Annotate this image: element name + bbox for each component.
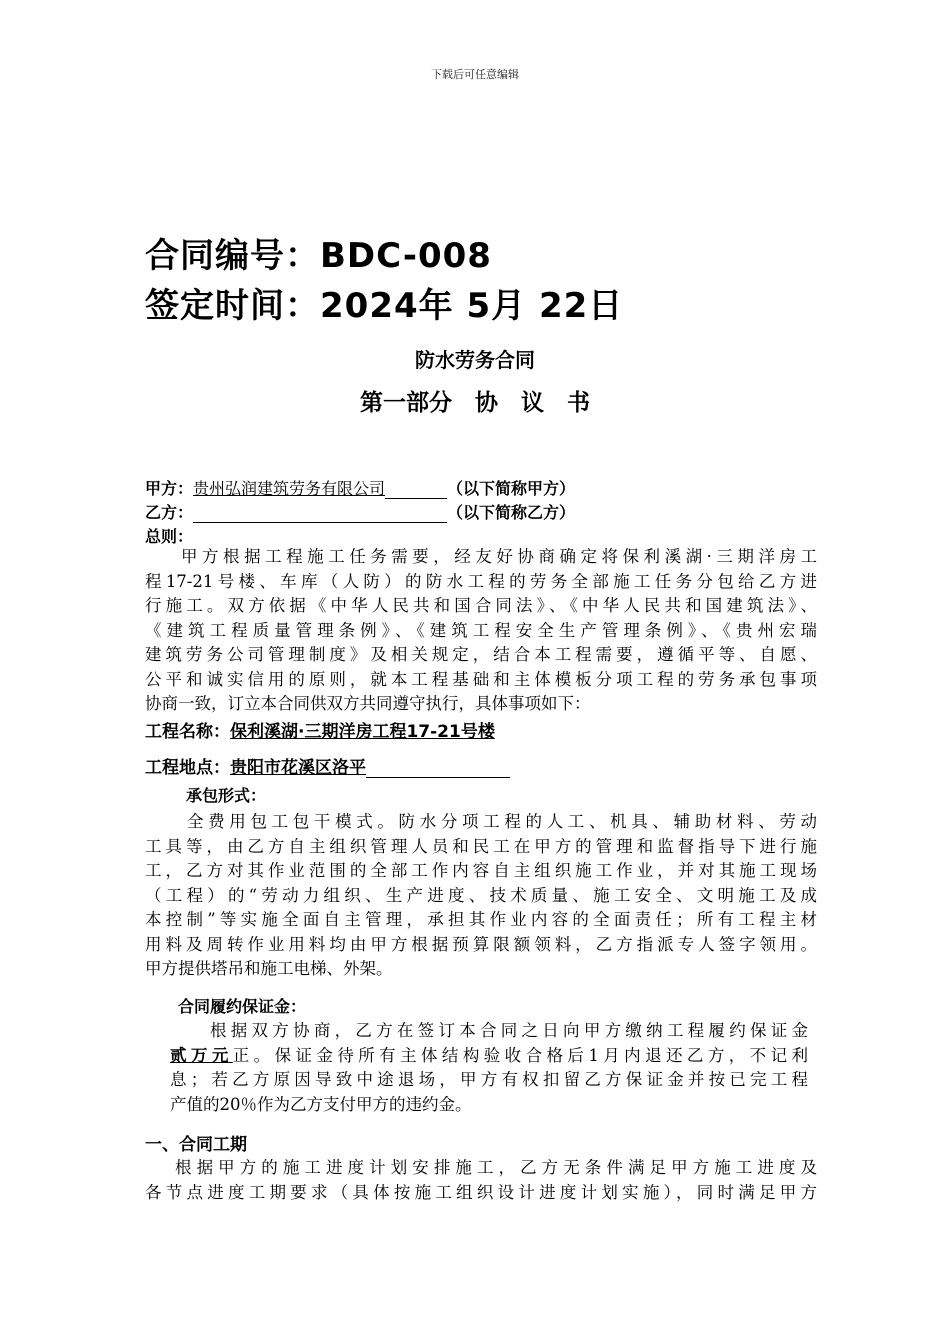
general-label: 总则：	[145, 527, 194, 546]
project-name-row	[145, 717, 495, 742]
party-a-value: 贵州弘润建筑劳务有限公司	[193, 479, 386, 498]
paragraph-line: 各节点进度工期要求（具体按施工组织设计进度计划实施），同时满足甲方	[145, 1182, 817, 1202]
contract-form-paragraph	[145, 810, 817, 982]
section-1-title: 一、合同工期	[145, 1135, 247, 1155]
party-b-row	[145, 500, 575, 523]
party-a-label: 甲方：	[145, 479, 194, 498]
party-a-underline	[385, 480, 447, 499]
paragraph-line: 行施工。双方依据《中华人民共和国合同法》、《中华人民共和国建筑法》、	[145, 596, 817, 615]
paragraph-line: 《建筑工程质量管理条例》、《建筑工程安全生产管理条例》、《贵州宏瑞	[145, 620, 817, 640]
paragraph-line: 工具等，由乙方自主组织管理人员和民工在甲方的管理和监督指导下进行施	[145, 836, 817, 856]
paragraph-line: 贰万元正。保证金待所有主体结构验收合格后1月内退还乙方，不记利	[170, 1045, 808, 1065]
party-b-label: 乙方：	[145, 503, 194, 522]
party-a-row	[145, 476, 575, 499]
paragraph-line: 用料及周转作业用料均由甲方根据预算限额领料，乙方指派专人签字领用。	[145, 934, 817, 954]
project-name-value: 保利溪湖·三期洋房工程17-21号楼	[230, 722, 495, 742]
project-name-label: 工程名称：	[145, 722, 230, 742]
paragraph-line: 本控制”等实施全面自主管理，承担其作业内容的全面责任；所有工程主材	[145, 910, 817, 929]
part-title: 第一部分 协 议 书	[360, 390, 590, 416]
paragraph-line: 协商一致，订立本合同供双方共同遵守执行，具体事项如下：	[145, 694, 591, 713]
deposit-paragraph	[170, 1019, 808, 1117]
contract-number-line: 合同编号：BDC-008	[145, 236, 492, 276]
project-site-underline	[366, 759, 510, 778]
project-site-row	[145, 753, 510, 778]
paragraph-line: 工，乙方对其作业范围的全部工作内容自主组织施工作业，并对其施工现场	[145, 861, 817, 880]
paragraph-line: 公平和诚实信用的原则，就本工程基础和主体模板分项工程的劳务承包事项	[145, 669, 817, 689]
paragraph-line: 甲方根据工程施工任务需要，经友好协商确定将保利溪湖·三期洋房工	[181, 547, 817, 566]
document-title: 防水劳务合同	[415, 348, 535, 372]
header-note: 下载后可任意编辑	[431, 68, 519, 81]
deposit-amount: 贰万元	[170, 1045, 233, 1065]
paragraph-line: 全费用包工包干模式。防水分项工程的人工、机具、辅助材料、劳动	[187, 812, 817, 831]
section-1-paragraph	[145, 1156, 817, 1205]
contract-form-label: 承包形式：	[186, 786, 267, 805]
signing-date-line: 签定时间：2024年 5月 22日	[145, 286, 624, 326]
paragraph-line: 甲方提供塔吊和施工电梯、外架。	[145, 959, 393, 978]
project-site-value: 贵阳市花溪区洛平	[230, 758, 366, 778]
general-paragraph	[145, 545, 817, 717]
project-site-label: 工程地点：	[145, 758, 230, 778]
paragraph-line: （工程）的“劳动力组织、生产进度、技术质量、施工安全、文明施工及成	[145, 885, 817, 905]
paragraph-line: 息；若乙方原因导致中途退场，甲方有权扣留乙方保证金并按已完工程	[170, 1070, 808, 1089]
paragraph-line: 程17-21号楼、车库（人防）的防水工程的劳务全部施工任务分包给乙方进	[145, 571, 817, 591]
party-b-blank	[193, 504, 447, 523]
deposit-label: 合同履约保证金：	[178, 997, 307, 1016]
paragraph-line: 产值的20％作为乙方支付甲方的违约金。	[170, 1094, 472, 1114]
party-b-suffix: （以下简称乙方）	[447, 503, 576, 522]
party-a-suffix: （以下简称甲方）	[447, 479, 576, 498]
paragraph-line: 根据甲方的施工进度计划安排施工，乙方无条件满足甲方施工进度及	[175, 1158, 817, 1177]
paragraph-line: 根据双方协商，乙方在签订本合同之日向甲方缴纳工程履约保证金	[210, 1021, 808, 1040]
paragraph-line: 建筑劳务公司管理制度》及相关规定，结合本工程需要，遵循平等、自愿、	[145, 645, 817, 664]
